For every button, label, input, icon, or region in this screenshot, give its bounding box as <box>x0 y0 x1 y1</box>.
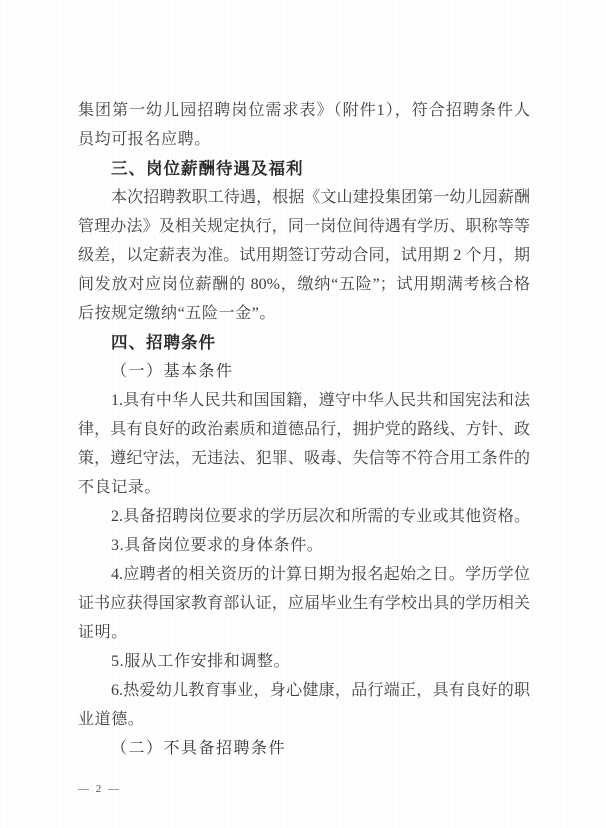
paragraph-continuation-line: 员均可报名应聘。 <box>78 131 211 148</box>
item-3-line: 3.具备岗位要求的身体条件。 <box>111 537 324 554</box>
item-6-line: 业道德。 <box>78 711 145 728</box>
paragraph-salary-line: 后按规定缴纳“五险一金”。 <box>78 305 277 322</box>
item-1-line: 1.具有中华人民共和国国籍，遵守中华人民共和国宪法和法 <box>111 392 530 409</box>
item-2-line: 2.具备招聘岗位要求的学历层次和所需的专业或其他资格。 <box>111 508 530 525</box>
item-4-line: 证书应获得国家教育部认证，应届毕业生有学校出具的学历相关 <box>78 595 530 612</box>
subheading-unqualified-conditions: （二）不具备招聘条件 <box>111 740 287 757</box>
paragraph-salary-line: 级差，以定薪表为准。试用期签订劳动合同，试用期 2 个月，期 <box>78 247 530 264</box>
item-1-line: 策，遵纪守法，无违法、犯罪、吸毒、失信等不符合用工条件的 <box>78 450 530 467</box>
heading-section-3-salary: 三、岗位薪酬待遇及福利 <box>111 159 304 178</box>
subheading-basic-conditions: （一）基本条件 <box>111 363 234 380</box>
document-body <box>78 96 530 763</box>
item-5-line: 5.服从工作安排和调整。 <box>111 653 291 670</box>
paragraph-salary-line: 本次招聘教职工待遇，根据《文山建投集团第一幼儿园薪酬 <box>111 189 530 206</box>
item-1-line: 律，具有良好的政治素质和道德品行，拥护党的路线、方针、政 <box>78 421 530 438</box>
heading-section-4-conditions: 四、招聘条件 <box>111 333 216 352</box>
paragraph-continuation-line: 集团第一幼儿园招聘岗位需求表》（附件1），符合招聘条件人 <box>78 102 530 119</box>
paragraph-salary-line: 间发放对应岗位薪酬的 80%，缴纳“五险”；试用期满考核合格 <box>78 276 530 293</box>
paragraph-salary-line: 管理办法》及相关规定执行，同一岗位间待遇有学历、职称等等 <box>78 218 530 235</box>
item-4-line: 4.应聘者的相关资历的计算日期为报名起始之日。学历学位 <box>111 566 530 583</box>
item-6-line: 6.热爱幼儿教育事业，身心健康，品行端正，具有良好的职 <box>111 682 530 699</box>
item-1-line: 不良记录。 <box>78 479 162 496</box>
item-4-line: 证明。 <box>78 624 128 641</box>
page-number: — 2 — <box>78 783 121 795</box>
